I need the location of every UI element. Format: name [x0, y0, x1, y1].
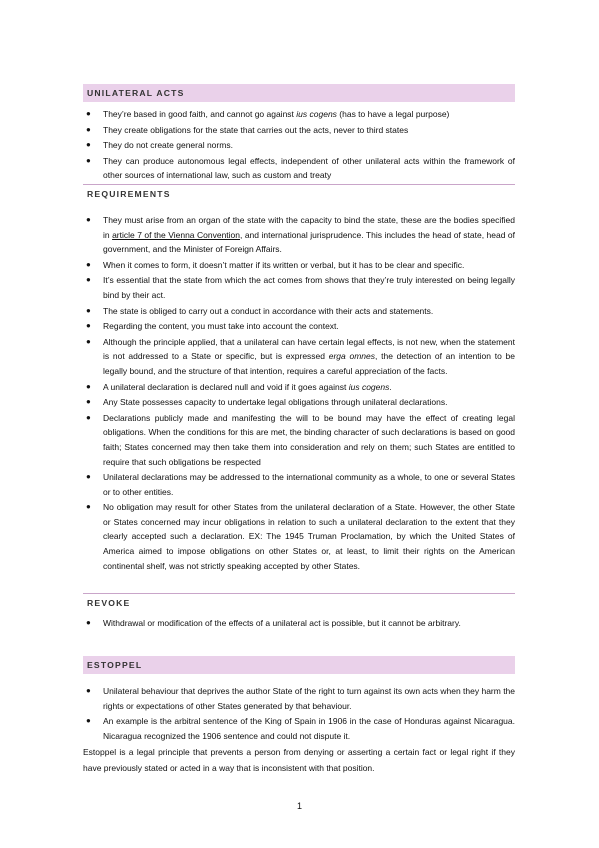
- bullet-icon: ●: [86, 215, 91, 224]
- item-text: They do not create general norms.: [103, 140, 233, 151]
- item-text: Any State possesses capacity to undertake legal obligations through unilateral declarations.: [103, 397, 448, 408]
- item-text: A unilateral declaration is declared null and void if it goes against: [103, 381, 349, 392]
- list-item: [83, 500, 515, 573]
- list-item: [83, 319, 515, 334]
- item-text: Unilateral declarations may be addressed to the international community as a whole, to one or several States or to other entities.: [103, 472, 515, 497]
- item-text-cont: (has to have a legal purpose): [336, 109, 450, 119]
- bullet-icon: ●: [86, 502, 91, 512]
- item-text: They must arise from an organ of the state with the capacity to bind the state, these are the bodies specified in: [103, 215, 515, 240]
- bullet-icon: ●: [86, 412, 91, 422]
- bullet-icon: ●: [86, 618, 91, 627]
- list-item: [83, 335, 515, 379]
- bullet-icon: ●: [86, 321, 91, 331]
- bullet-icon: ●: [86, 381, 91, 391]
- item-text: Unilateral behaviour that deprives the author State of the right to turn against its own acts when they harm the rights or expectations of other States generated by that behaviour.: [103, 686, 516, 711]
- bullet-icon: ●: [86, 109, 91, 118]
- item-text: An example is the arbitral sentence of the King of Spain in 1906 in the case of Honduras against Nicaragua. Nicaragua recognized the 1906 sentence and could not dispute it.: [103, 716, 515, 741]
- item-text-cont: , the detection of an intention to be legally bound, and the structure of that intention, requires a careful appreciation of the facts.: [103, 351, 516, 376]
- list-item: [83, 213, 515, 257]
- list-item: [83, 684, 515, 713]
- bullet-icon: ●: [86, 140, 91, 150]
- section-revoke: [83, 593, 515, 632]
- list-item: [83, 154, 515, 183]
- section-requirements: [83, 184, 515, 574]
- bullet-icon: ●: [86, 686, 91, 695]
- item-text: They can produce autonomous legal effects, independent of other unilateral acts within the framework of other sources of international law, such as custom and treaty: [103, 155, 515, 181]
- bullet-list: [83, 107, 515, 183]
- section-heading: REVOKE: [83, 593, 515, 612]
- bullet-icon: ●: [86, 124, 91, 134]
- list-item: [83, 107, 515, 122]
- list-item: [83, 380, 515, 395]
- item-text: They create obligations for the state that carries out the acts, never to third states: [103, 124, 409, 135]
- italic-term: ius cogens: [348, 381, 390, 392]
- item-text-cont: .: [389, 381, 392, 392]
- italic-term: erga omnes: [328, 351, 376, 362]
- section-heading: REQUIREMENTS: [83, 184, 515, 203]
- list-item: [83, 616, 515, 631]
- list-item: [83, 273, 515, 302]
- bullet-icon: ●: [86, 397, 91, 407]
- italic-term: ius cogens: [296, 109, 337, 119]
- item-text: They’re based in good faith, and cannot go against: [103, 109, 297, 119]
- estoppel-paragraph: Estoppel is a legal principle that prevents a person from denying or asserting a certain fact or legal right if they have previously stated or acted in a way that is inconsistent with that position.: [83, 747, 515, 773]
- list-item: [83, 470, 515, 499]
- bullet-list: [83, 684, 515, 743]
- list-item: [83, 714, 515, 743]
- bullet-list: [83, 616, 515, 631]
- list-item: [83, 138, 515, 153]
- list-item: [83, 411, 515, 469]
- bullet-icon: ●: [86, 305, 91, 315]
- item-text: Withdrawal or modification of the effects of a unilateral act is possible, but it cannot be arbitrary.: [103, 618, 461, 628]
- bullet-icon: ●: [86, 716, 91, 726]
- list-item: [83, 304, 515, 319]
- section-unilateral-acts: [83, 84, 515, 184]
- section-estoppel: [83, 656, 515, 744]
- item-text: Although the principle applied, that a unilateral can have certain legal effects, is not new, when the statement is not addressed to a State or specific, but is expressed: [103, 336, 515, 362]
- section-heading: ESTOPPEL: [83, 656, 515, 674]
- bullet-icon: ●: [86, 472, 91, 482]
- section-heading: UNILATERAL ACTS: [83, 84, 515, 102]
- item-text-cont: , and international jurisprudence. This includes the head of state, head of government, and the Minister of Foreign Affairs.: [103, 229, 515, 255]
- bullet-icon: ●: [86, 155, 91, 165]
- bullet-list: [83, 213, 515, 573]
- item-text: When it comes to form, it doesn’t matter if its written or verbal, but it has to be clear and specific.: [103, 259, 465, 270]
- bullet-icon: ●: [86, 275, 91, 285]
- list-item: [83, 395, 515, 410]
- list-item: [83, 123, 515, 138]
- item-text: The state is obliged to carry out a conduct in accordance with their acts and statements.: [103, 305, 434, 316]
- item-text: It’s essential that the state from which the act comes from shows that they’re truly interested on being legally bind by their act.: [103, 275, 515, 300]
- item-text: No obligation may result for other States from the unilateral declaration of a State. However, the other State or States concerned may incur obligations in relation to such a unilateral declaration to the extent that they clearly accepted such a declaration. EX: The 1945 Truman Proclamation, by which the United States of America aimed to impose obligations on other States or, at least, to limit their rights on the American continental shelf, was not strictly speaking accepted by other States.: [103, 502, 515, 571]
- item-text: Declarations publicly made and manifesting the will to be bound may have the effect of creating legal obligations. When the conditions for this are met, the binding character of such declarations is based on good faith; States concerned may then take them into consideration and rely on them; such States are entitled to require that such obligations be respected: [103, 412, 515, 467]
- list-item: [83, 258, 515, 273]
- bullet-icon: ●: [86, 259, 91, 269]
- item-text: Regarding the content, you must take into account the context.: [103, 321, 339, 332]
- page-number: 1: [296, 801, 302, 811]
- bullet-icon: ●: [86, 336, 91, 346]
- article-reference-link: article 7 of the Vienna Convention: [112, 229, 240, 240]
